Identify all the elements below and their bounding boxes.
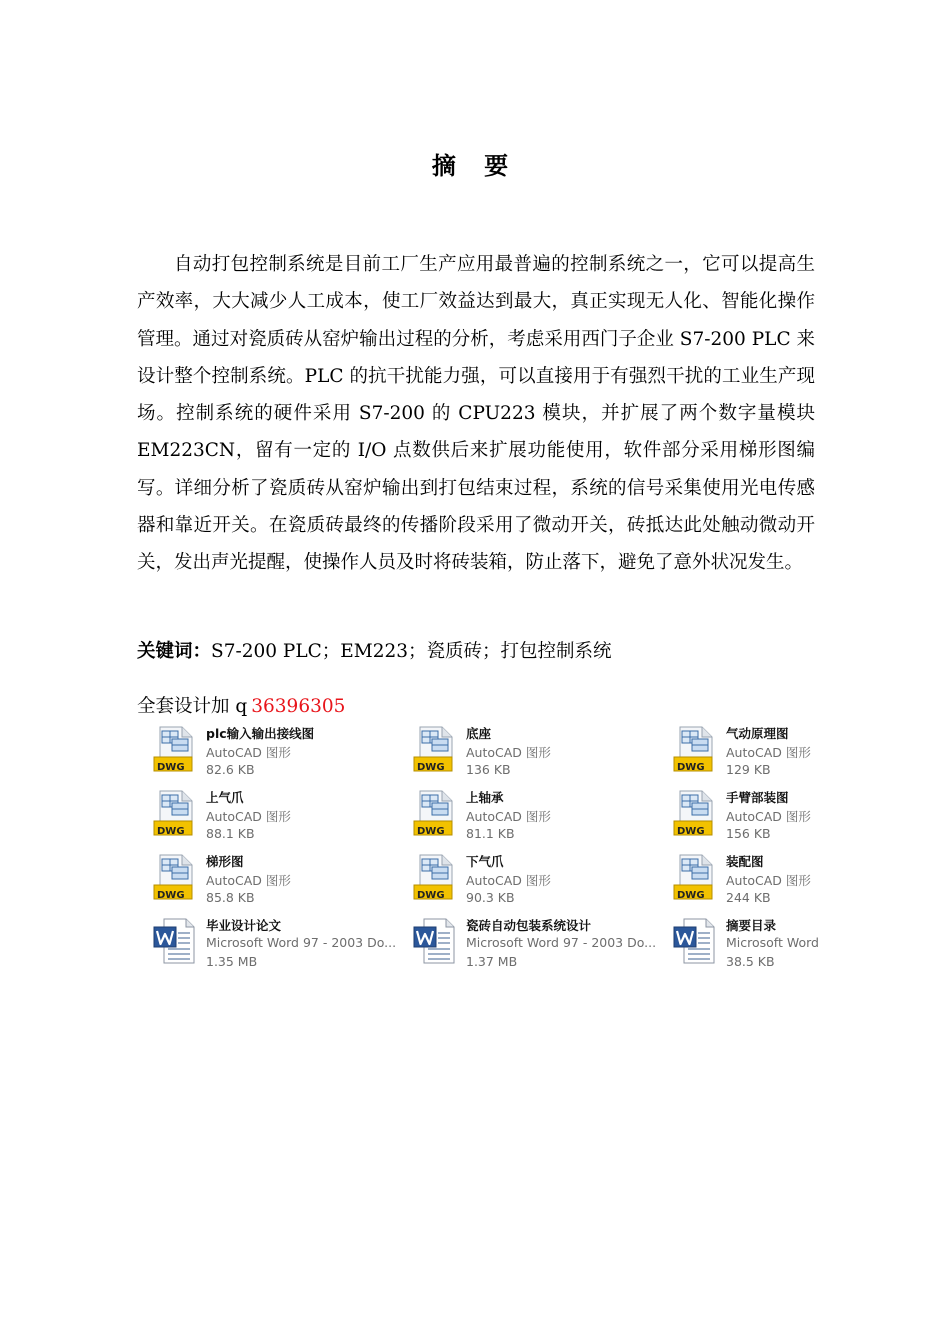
file-name: 手臂部装图 <box>726 790 789 805</box>
file-name: 底座 <box>466 726 492 741</box>
file-type: AutoCAD 图形 <box>206 873 291 888</box>
file-type: AutoCAD 图形 <box>466 745 551 760</box>
file-item[interactable] <box>398 784 648 844</box>
dwg-badge-label: DWG <box>157 890 185 901</box>
file-size: 244 KB <box>726 890 771 905</box>
keywords-value: S7-200 PLC；EM223；瓷质砖；打包控制系统 <box>211 641 612 662</box>
file-size: 85.8 KB <box>206 890 255 905</box>
file-name: 气动原理图 <box>726 726 789 741</box>
dwg-badge-label: DWG <box>677 762 705 773</box>
file-size: 88.1 KB <box>206 826 255 841</box>
file-name: 下气爪 <box>466 854 504 869</box>
file-type: AutoCAD 图形 <box>206 745 291 760</box>
file-size: 1.35 MB <box>206 954 258 969</box>
word-file-icon <box>412 917 458 965</box>
file-type: AutoCAD 图形 <box>466 809 551 824</box>
file-size: 156 KB <box>726 826 771 841</box>
dwg-file-icon <box>152 789 198 837</box>
file-type: AutoCAD 图形 <box>206 809 291 824</box>
file-name: 梯形图 <box>206 854 244 869</box>
dwg-badge-label: DWG <box>677 826 705 837</box>
contact-text: 全套设计加 q <box>137 696 248 717</box>
word-file-icon <box>152 917 198 965</box>
file-listing <box>138 720 828 982</box>
file-type: Microsoft Word <box>726 935 819 950</box>
file-item[interactable] <box>138 784 388 844</box>
abstract-paragraph: 自动打包控制系统是目前工厂生产应用最普遍的控制系统之一，它可以提高生产效率，大大减少人工成本，使工厂效益达到最大，真正实现无人化、智能化操作管理。通过对瓷质砖从窑炉输出过程的分析，考虑采用西门子企业 S7-200 PLC 来设计整个控制系统。PLC 的抗干扰能力强，可以直接用于有强烈干扰的工业生产现场。控制系统的硬件采用 S7-200 的 CPU223 模块，并扩展了两个数字量模块 EM223CN，留有一定的 I/O 点数供后来扩展功能使用，软件部分采用梯形图编写。详细分析了瓷质砖从窑炉输出到打包结束过程，系统的信号采集使用光电传感器和靠近开关。在瓷质砖最终的传播阶段采用了微动开关，砖抵达此处触动微动开关，发出声光提醒，使操作人员及时将砖装箱，防止落下，避免了意外状况发生。 <box>137 254 815 574</box>
file-size: 1.37 MB <box>466 954 518 969</box>
dwg-file-icon <box>672 789 718 837</box>
file-size: 90.3 KB <box>466 890 515 905</box>
keywords-label: 关键词： <box>137 641 212 662</box>
file-type: AutoCAD 图形 <box>726 873 811 888</box>
dwg-file-icon <box>412 789 458 837</box>
dwg-badge-label: DWG <box>157 762 185 773</box>
dwg-file-icon <box>412 853 458 901</box>
file-name: 摘要目录 <box>726 918 777 933</box>
dwg-badge-label: DWG <box>417 890 445 901</box>
keywords-line <box>137 637 815 667</box>
file-name: 毕业设计论文 <box>206 918 282 933</box>
contact-number: 36396305 <box>251 696 346 717</box>
page-title: 摘 要 <box>431 152 519 180</box>
file-size: 81.1 KB <box>466 826 515 841</box>
dwg-file-icon <box>672 853 718 901</box>
file-item[interactable] <box>658 848 908 908</box>
file-type: Microsoft Word 97 - 2003 Do... <box>466 935 657 950</box>
file-name: 瓷砖自动包装系统设计 <box>466 918 592 933</box>
file-type: Microsoft Word 97 - 2003 Do... <box>206 935 397 950</box>
file-item[interactable] <box>398 848 648 908</box>
dwg-file-icon <box>152 725 198 773</box>
dwg-badge-label: DWG <box>157 826 185 837</box>
word-file-icon <box>672 917 718 965</box>
file-name: 装配图 <box>726 854 764 869</box>
file-size: 129 KB <box>726 762 771 777</box>
file-item[interactable] <box>138 720 388 780</box>
file-item[interactable] <box>658 784 908 844</box>
file-size: 82.6 KB <box>206 762 255 777</box>
file-item[interactable] <box>138 912 397 972</box>
dwg-badge-label: DWG <box>417 762 445 773</box>
file-type: AutoCAD 图形 <box>466 873 551 888</box>
file-item[interactable] <box>658 912 908 972</box>
file-name: plc输入输出接线图 <box>206 726 315 741</box>
file-type: AutoCAD 图形 <box>726 745 811 760</box>
file-type: AutoCAD 图形 <box>726 809 811 824</box>
contact-line <box>137 692 815 722</box>
file-item[interactable] <box>398 720 648 780</box>
file-item[interactable] <box>138 848 388 908</box>
file-item[interactable] <box>658 720 908 780</box>
file-size: 136 KB <box>466 762 511 777</box>
dwg-file-icon <box>152 853 198 901</box>
dwg-badge-label: DWG <box>677 890 705 901</box>
file-name: 上轴承 <box>466 790 504 805</box>
file-name: 上气爪 <box>206 790 244 805</box>
file-item[interactable] <box>398 912 657 972</box>
file-size: 38.5 KB <box>726 954 775 969</box>
dwg-file-icon <box>412 725 458 773</box>
dwg-file-icon <box>672 725 718 773</box>
dwg-badge-label: DWG <box>417 826 445 837</box>
